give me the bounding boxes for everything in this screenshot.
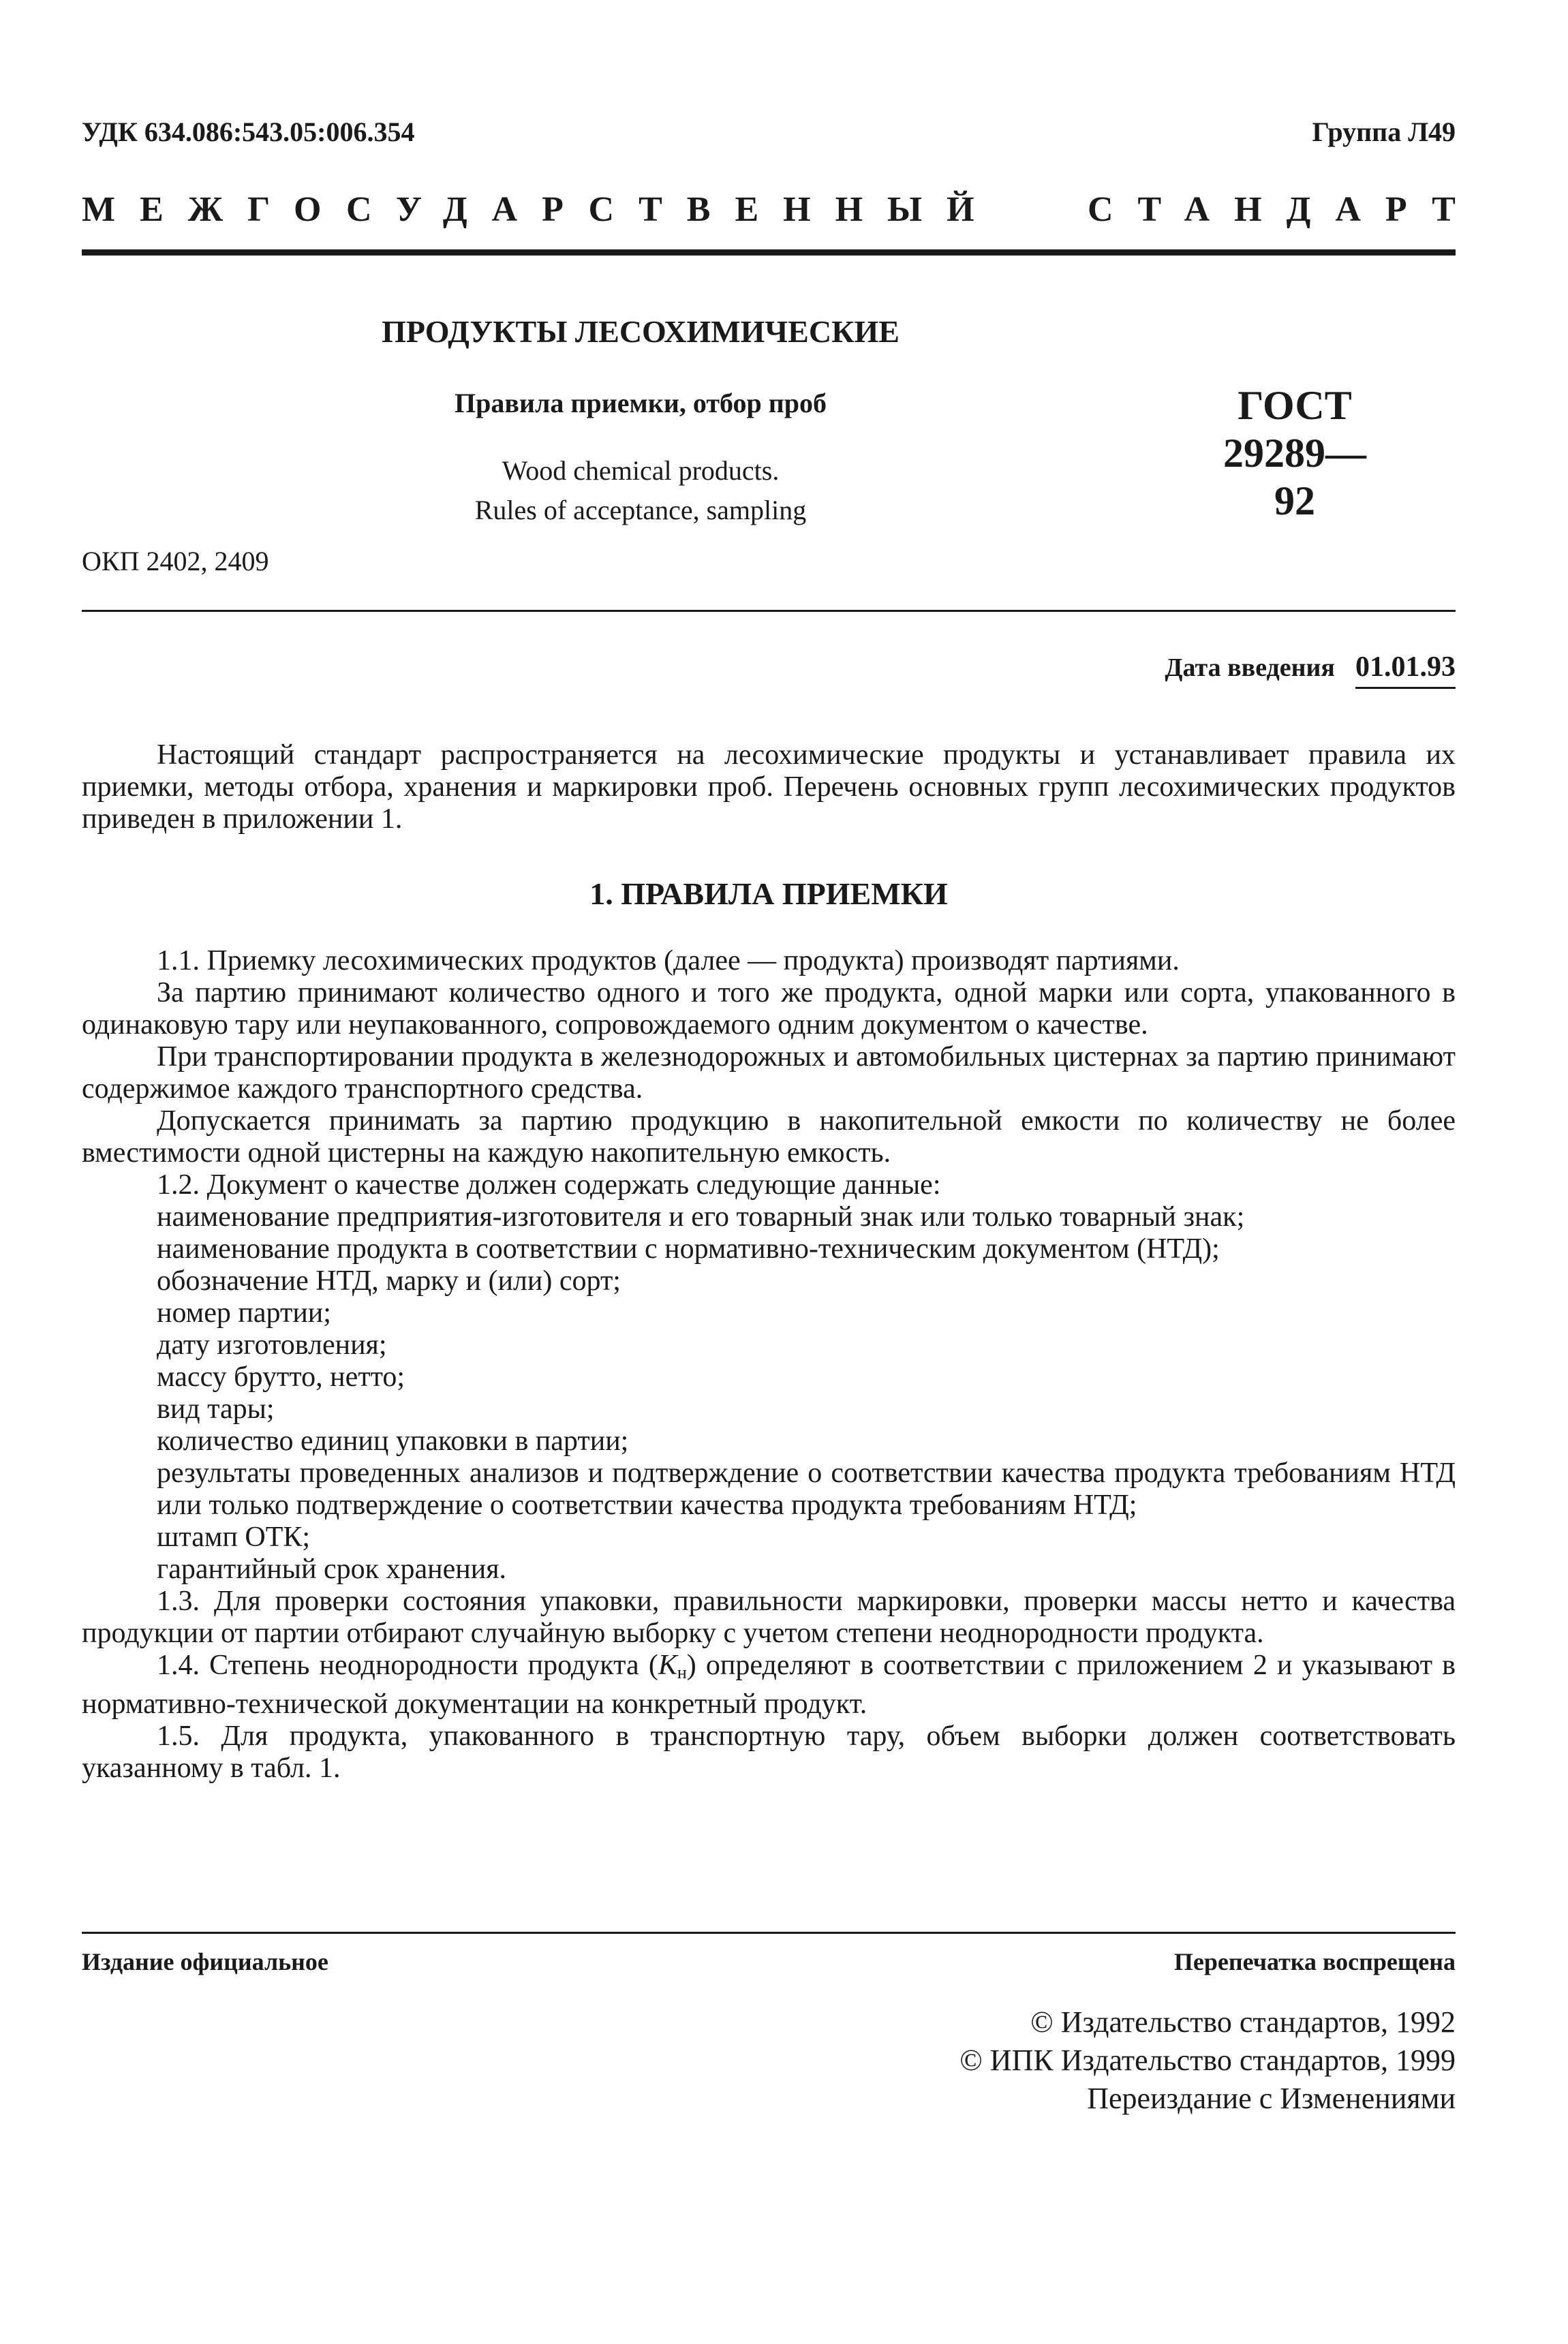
title-divider xyxy=(82,610,1456,612)
paragraph-1-1-lot: За партию принимают количество одного и того же продукта, одной марки или сорта, упакованного в одинаковую тару или неупакованного, сопровождаемого одним документом о качестве. xyxy=(82,977,1456,1040)
list-item: результаты проведенных анализов и подтверждение о соответствии качества продукта требованиям НТД или только подтверждение о соответствии качества продукта требованиям НТД; xyxy=(157,1458,1456,1521)
quality-document-list xyxy=(82,1201,1456,1458)
introduction-date xyxy=(1165,651,1456,683)
paragraph-1-4 xyxy=(82,1650,1456,1721)
copyright-block xyxy=(959,2003,1456,2118)
paragraph-1-5: 1.5. Для продукта, упакованного в транспортную тару, объем выборки должен соответствовать указанному в табл. 1. xyxy=(82,1721,1456,1784)
heterogeneity-symbol: K xyxy=(658,1650,677,1681)
paragraph-1-1-transport: При транспортировании продукта в железнодорожных и автомобильных цистернах за партию принимают содержимое каждого транспортного средства. xyxy=(82,1041,1456,1105)
banner-standard: СТАНДАРТ xyxy=(1087,190,1480,229)
copyright-1992: © Издательство стандартов, 1992 xyxy=(1030,2005,1456,2039)
intro-paragraph: Настоящий стандарт распространяется на лесохимические продукты и устанавливает правила их приемки, методы отбора, хранения и маркировки проб. Перечень основных групп лесохимических продуктов приведен в приложении 1. xyxy=(82,739,1456,835)
official-edition: Издание официальное xyxy=(82,1948,328,1975)
list-item: наименование продукта в соответствии с нормативно-техническим документом (НТД); xyxy=(157,1233,1220,1265)
footer-divider xyxy=(82,1932,1456,1934)
document-body xyxy=(82,739,1456,1785)
banner-interstate: МЕЖГОСУДАРСТВЕННЫЙ xyxy=(82,190,999,229)
list-item: количество единиц упаковки в партии; xyxy=(157,1425,629,1457)
list-item: обозначение НТД, марку и (или) сорт; xyxy=(157,1265,621,1297)
group-code: Группа Л49 xyxy=(1312,117,1456,147)
paragraph-1-4-start: 1.4. Степень неоднородности продукта ( xyxy=(157,1650,658,1681)
reissue-note: Переиздание с Изменениями xyxy=(1087,2082,1456,2115)
document-subtitle: Правила приемки, отбор проб xyxy=(454,388,827,418)
english-title xyxy=(300,451,981,530)
paragraph-1-4-end: ) определяют в соответствии с приложением 2 и указывают в нормативно-технической документации на конкретный продукт. xyxy=(82,1650,1456,1720)
list-item: наименование предприятия-изготовителя и его товарный знак или только товарный знак; xyxy=(157,1201,1245,1233)
list-item: номер партии; xyxy=(157,1297,331,1329)
quality-document-list-tail xyxy=(82,1522,1456,1586)
gost-designation xyxy=(1213,382,1377,525)
list-item: вид тары; xyxy=(157,1393,275,1425)
paragraph-1-1: 1.1. Приемку лесохимических продуктов (далее — продукта) производят партиями. xyxy=(157,945,1180,976)
list-item: дату изготовления; xyxy=(157,1329,387,1361)
copyright-1999: © ИПК Издательство стандартов, 1999 xyxy=(959,2044,1456,2077)
paragraph-1-3: 1.3. Для проверки состояния упаковки, правильности маркировки, проверки массы нетто и качества продукции от партии отбирают случайную выборку с учетом степени неоднородности продукта. xyxy=(82,1586,1456,1649)
document-page xyxy=(82,0,1480,2344)
gost-label: ГОСТ xyxy=(1238,383,1352,428)
document-title: ПРОДУКТЫ ЛЕСОХИМИЧЕСКИЕ xyxy=(382,314,900,349)
date-value: 01.01.93 xyxy=(1355,651,1456,689)
list-item-results xyxy=(82,1458,1456,1522)
english-title-line-2: Rules of acceptance, sampling xyxy=(474,495,807,525)
list-item: штамп ОТК; xyxy=(157,1522,311,1553)
list-item: массу брутто, нетто; xyxy=(157,1361,405,1393)
section-heading: 1. ПРАВИЛА ПРИЕМКИ xyxy=(589,876,948,911)
english-title-line-1: Wood chemical products. xyxy=(502,455,780,486)
date-label: Дата введения xyxy=(1165,653,1335,682)
okp-code: ОКП 2402, 2409 xyxy=(82,546,269,576)
heterogeneity-subscript: н xyxy=(677,1663,687,1682)
gost-number: 29289—92 xyxy=(1223,431,1366,523)
header-divider xyxy=(82,249,1456,256)
reprint-prohibited: Перепечатка воспрещена xyxy=(1173,1948,1456,1975)
udk-code: УДК 634.086:543.05:006.354 xyxy=(82,117,415,147)
paragraph-1-2: 1.2. Документ о качестве должен содержать следующие данные: xyxy=(157,1169,941,1201)
paragraph-1-1-storage: Допускается принимать за партию продукцию в накопительной емкости по количеству не более вместимости одной цистерны на каждую накопительную емкость. xyxy=(82,1105,1456,1169)
list-item: гарантийный срок хранения. xyxy=(157,1554,507,1585)
